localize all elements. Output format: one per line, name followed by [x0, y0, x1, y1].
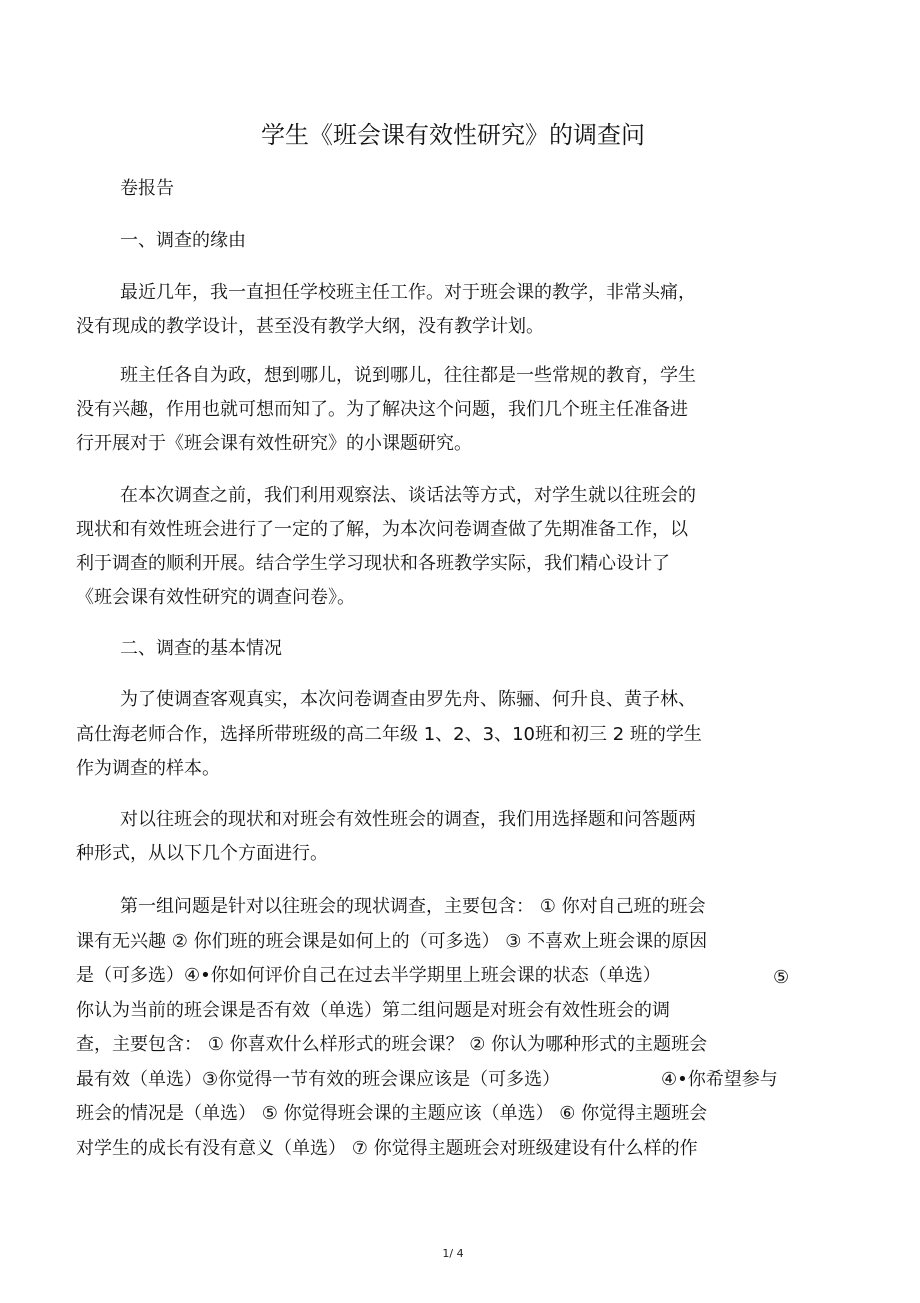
paragraph-line: 高仕海老师合作，选择所带班级的高二年级 1、2、3、10班和初三 2 班的学生 — [76, 724, 702, 745]
paragraph-line: 最有效（单选）③你觉得一节有效的班会课应该是（可多选） — [76, 1069, 561, 1090]
paragraph-line-fragment: ④•你希望参与 — [661, 1069, 778, 1090]
paragraph-line: 对学生的成长有没有意义（单选） ⑦ 你觉得主题班会对班级建设有什么样的作 — [76, 1138, 698, 1159]
paragraph-line: 第一组问题是针对以往班会的现状调查，主要包含： ① 你对自己班的班会 — [120, 896, 706, 917]
page-number: 1/ 4 — [442, 1247, 464, 1260]
paragraph-line: 利于调查的顺利开展。结合学生学习现状和各班教学实际，我们精心设计了 — [76, 553, 670, 574]
paragraph-line: 课有无兴趣 ② 你们班的班会课是如何上的（可多选） ③ 不喜欢上班会课的原因 — [76, 931, 708, 952]
paragraph-line: 没有现成的教学设计，甚至没有教学大纲，没有教学计划。 — [76, 316, 544, 337]
paragraph-line: 在本次调查之前，我们利用观察法、谈话法等方式，对学生就以往班会的 — [120, 485, 696, 506]
paragraph-line: 为了使调查客观真实，本次问卷调查由罗先舟、陈骊、何升良、黄子林、 — [120, 689, 696, 710]
section-heading-2: 二、调查的基本情况 — [120, 638, 282, 659]
paragraph-line: 行开展对于《班会课有效性研究》的小课题研究。 — [76, 433, 472, 454]
section-heading-1: 一、调查的缘由 — [120, 230, 246, 251]
paragraph-line: 班主任各自为政，想到哪儿，说到哪儿，往往都是一些常规的教育，学生 — [120, 365, 696, 386]
paragraph-line: 作为调查的样本。 — [76, 758, 220, 779]
paragraph-line: 《班会课有效性研究的调查问卷》。 — [76, 587, 355, 608]
paragraph-line: 最近几年，我一直担任学校班主任工作。对于班会课的教学，非常头痛， — [120, 282, 696, 303]
paragraph-line: 班会的情况是（单选） ⑤ 你觉得班会课的主题应该（单选） ⑥ 你觉得主题班会 — [76, 1103, 708, 1124]
paragraph-line: 现状和有效性班会进行了一定的了解，为本次问卷调查做了先期准备工作，以 — [76, 519, 688, 540]
paragraph-line: 没有兴趣，作用也就可想而知了。为了解决这个问题，我们几个班主任准备进 — [76, 399, 688, 420]
circled-number-five: ⑤ — [773, 967, 790, 988]
paragraph-line: 对以往班会的现状和对班会有效性班会的调查，我们用选择题和问答题两 — [120, 809, 696, 830]
document-title: 学生《班会课有效性研究》的调查问 — [261, 121, 645, 149]
paragraph-line: 是（可多选）④•你如何评价自己在过去半学期里上班会课的状态（单选） — [76, 965, 661, 986]
paragraph-line: 种形式，从以下几个方面进行。 — [76, 843, 328, 864]
paragraph-line: 查，主要包含： ① 你喜欢什么样形式的班会课？ ② 你认为哪种形式的主题班会 — [76, 1034, 708, 1055]
paragraph-line: 你认为当前的班会课是否有效（单选）第二组问题是对班会有效性班会的调 — [76, 1000, 670, 1021]
title-continuation: 卷报告 — [120, 178, 174, 199]
